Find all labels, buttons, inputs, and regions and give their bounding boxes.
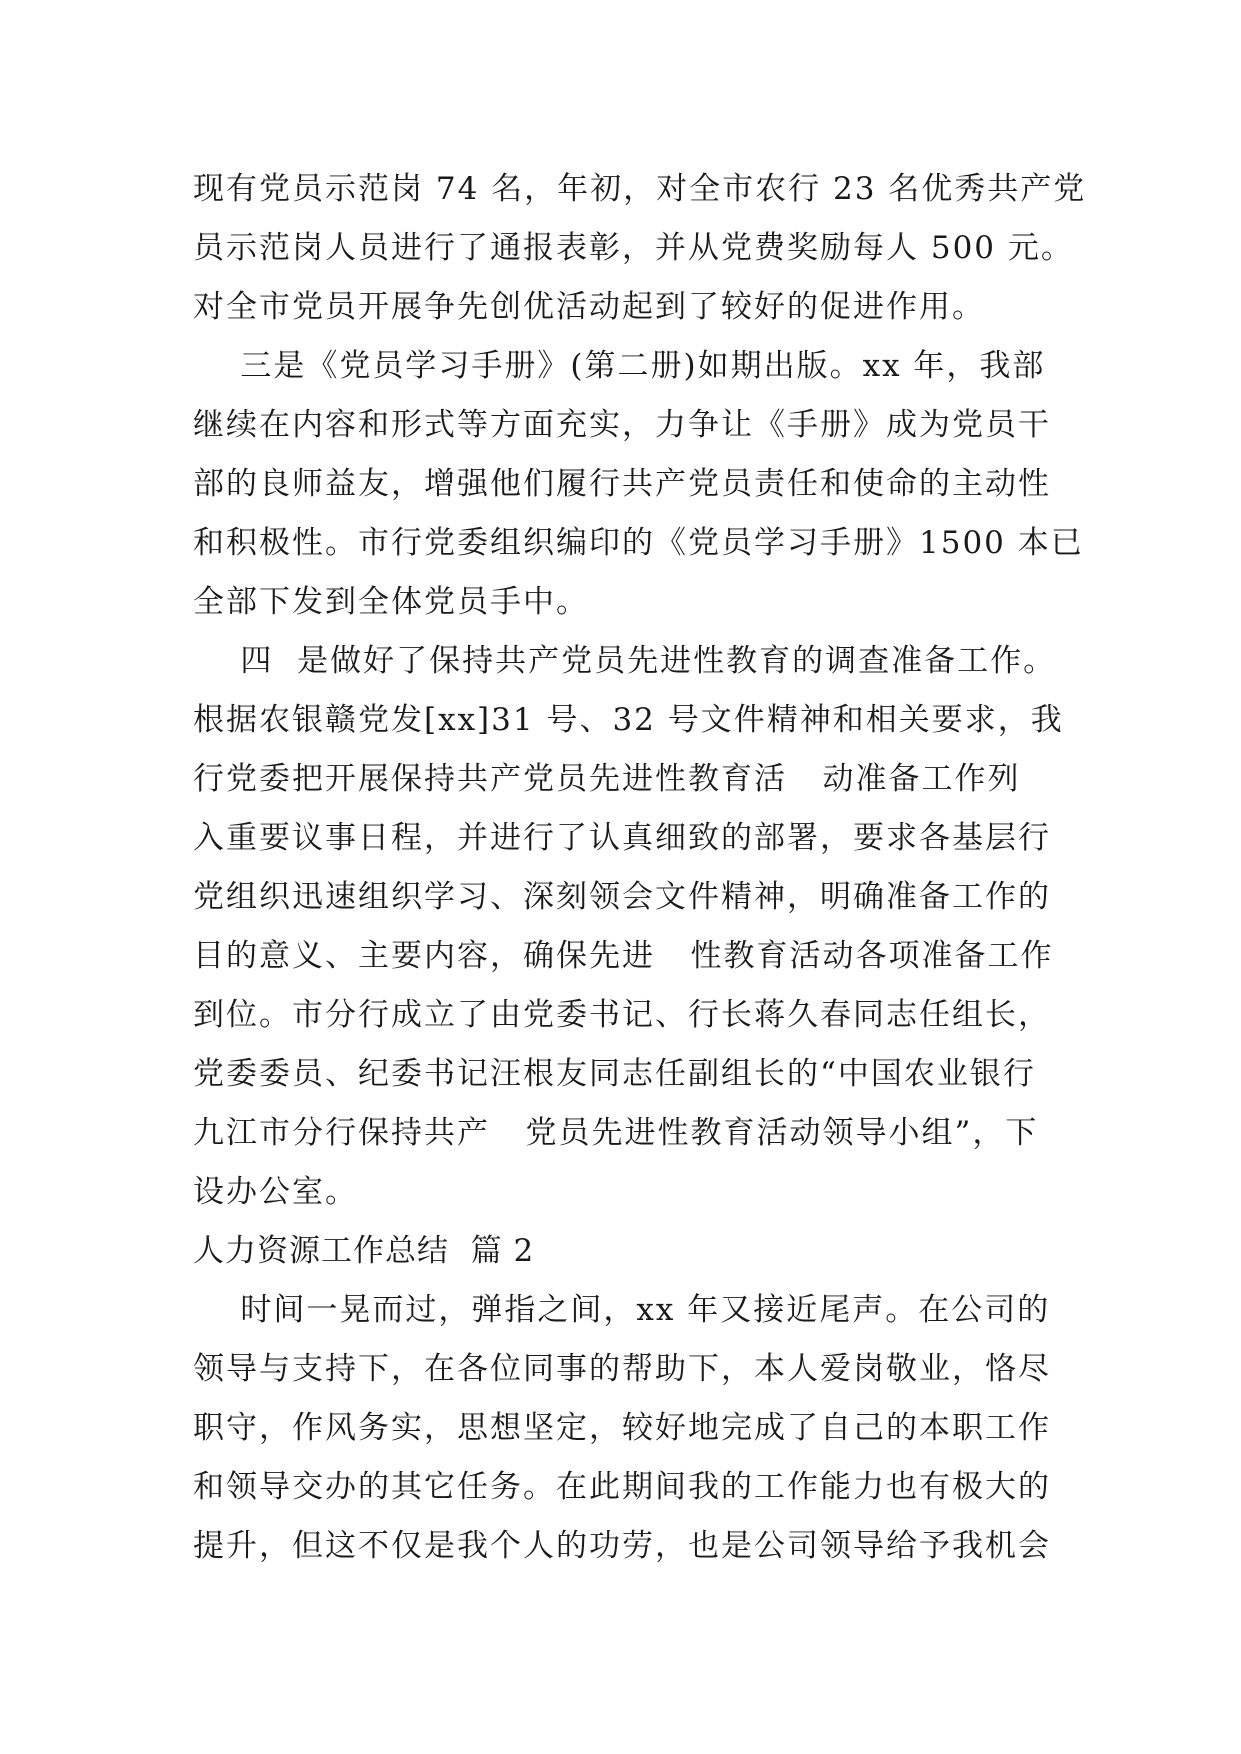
text-line: 党委委员、纪委书记汪根友同志任副组长的“中国农业银行 bbox=[193, 1056, 1036, 1092]
text-line: 党组织迅速组织学习、深刻领会文件精神，明确准备工作的 bbox=[193, 879, 1051, 915]
text-line: 职守，作风务实，思想坚定，较好地完成了自己的本职工作 bbox=[193, 1410, 1051, 1446]
text-line: 提升，但这不仅是我个人的功劳，也是公司领导给予我机会 bbox=[193, 1528, 1051, 1564]
text-line: 到位。市分行成立了由党委书记、行长蒋久春同志任组长， bbox=[193, 997, 1051, 1033]
text-line: 行党委把开展保持共产党员先进性教育活 动准备工作列 bbox=[193, 761, 1021, 797]
text-line: 领导与支持下，在各位同事的帮助下，本人爱岗敬业，恪尽 bbox=[193, 1351, 1051, 1387]
text-line: 目的意义、主要内容，确保先进 性教育活动各项准备工作 bbox=[193, 938, 1054, 974]
text-line: 根据农银赣党发[xx]31 号、32 号文件精神和相关要求，我 bbox=[193, 702, 1064, 738]
text-line: 入重要议事日程，并进行了认真细致的部署，要求各基层行 bbox=[193, 820, 1051, 856]
text-line: 四 是做好了保持共产党员先进性教育的调查准备工作。 bbox=[193, 643, 1057, 679]
text-line: 九江市分行保持共产 党员先进性教育活动领导小组”，下 bbox=[193, 1115, 1039, 1151]
document-body bbox=[193, 160, 1087, 1576]
section-heading: 人力资源工作总结 篇 2 bbox=[193, 1233, 535, 1269]
text-line: 三是《党员学习手册》(第二册)如期出版。xx 年，我部 bbox=[193, 348, 1046, 384]
text-line: 和领导交办的其它任务。在此期间我的工作能力也有极大的 bbox=[193, 1469, 1051, 1505]
text-line: 设办公室。 bbox=[193, 1174, 358, 1210]
text-line: 和积极性。市行党委组织编印的《党员学习手册》1500 本已 bbox=[193, 525, 1084, 561]
text-line: 对全市党员开展争先创优活动起到了较好的促进作用。 bbox=[193, 289, 985, 325]
text-line: 全部下发到全体党员手中。 bbox=[193, 584, 589, 620]
text-line: 部的良师益友，增强他们履行共产党员责任和使命的主动性 bbox=[193, 466, 1051, 502]
text-line: 继续在内容和形式等方面充实，力争让《手册》成为党员干 bbox=[193, 407, 1051, 443]
text-line: 现有党员示范岗 74 名，年初，对全市农行 23 名优秀共产党 bbox=[193, 171, 1087, 207]
text-line: 时间一晃而过，弹指之间，xx 年又接近尾声。在公司的 bbox=[193, 1292, 1051, 1328]
text-line: 员示范岗人员进行了通报表彰，并从党费奖励每人 500 元。 bbox=[193, 230, 1074, 266]
